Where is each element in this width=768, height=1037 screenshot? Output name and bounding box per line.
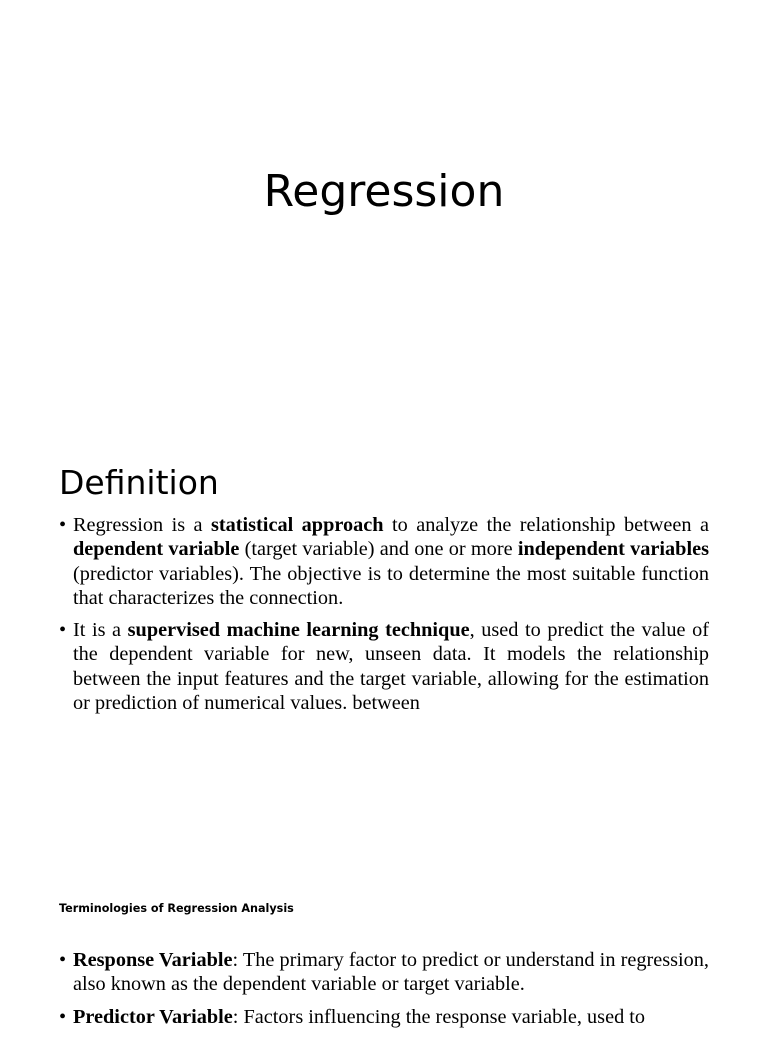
bullet-icon: • bbox=[59, 619, 67, 642]
text-run: (target variable) and one or more bbox=[239, 538, 518, 561]
bullet-icon: • bbox=[59, 514, 67, 536]
text-run: : The primary factor to predict or understand in regression, also known as the dependent variable or target variable. bbox=[73, 949, 709, 996]
text-run: : Factors influencing the response variable, used to bbox=[232, 1005, 646, 1028]
definition-list bbox=[59, 513, 709, 723]
text-run: Regression is a bbox=[73, 514, 211, 536]
text-run: (predictor variables). The objective is to determine the most suitable function that characterizes the connection. bbox=[73, 562, 709, 609]
bullet-icon: • bbox=[59, 1005, 67, 1028]
bullet-icon: • bbox=[59, 949, 67, 971]
list-item bbox=[59, 618, 709, 715]
slide-title: Regression bbox=[263, 166, 505, 217]
bold-term: supervised machine learning technique bbox=[127, 619, 470, 642]
bold-term: statistical approach bbox=[210, 514, 384, 536]
definition-heading: Definition bbox=[59, 463, 219, 502]
bold-term: independent variables bbox=[517, 538, 709, 561]
bold-term: dependent variable bbox=[73, 538, 240, 561]
list-item bbox=[59, 513, 709, 610]
text-run: to analyze the relationship between a bbox=[383, 514, 709, 536]
text-run: It is a bbox=[73, 619, 128, 642]
list-item bbox=[59, 948, 709, 997]
list-item bbox=[59, 1005, 709, 1029]
bold-term: Response Variable bbox=[73, 949, 233, 971]
bold-term: Predictor Variable bbox=[73, 1005, 233, 1028]
text-run: , used to predict the value of the dependent variable for new, unseen data. It models the relationship between the input features and the target variable, allowing for the estimation or prediction of numerical values. between bbox=[73, 619, 709, 715]
terminologies-heading: Terminologies of Regression Analysis bbox=[59, 902, 294, 915]
